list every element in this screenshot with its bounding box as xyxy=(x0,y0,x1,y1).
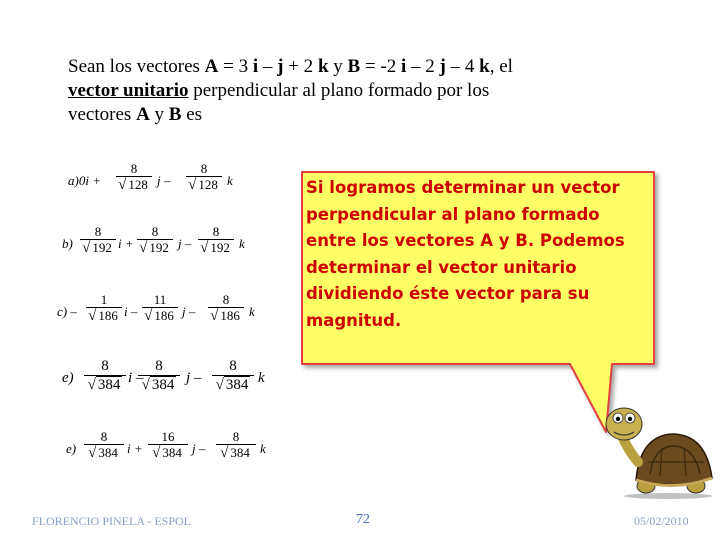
radicand: 384 xyxy=(151,377,175,393)
numerator: 8 xyxy=(229,358,237,374)
denominator: √ 186 xyxy=(210,308,240,324)
option-label: b) xyxy=(62,236,73,251)
radicand: 128 xyxy=(198,177,218,192)
unit-k: k xyxy=(317,56,329,77)
numerator: 16 xyxy=(161,429,175,444)
numerator: 8 xyxy=(151,224,159,239)
fraction xyxy=(142,293,178,324)
numerator: 8 xyxy=(155,358,163,374)
question-part: vectores xyxy=(68,104,137,125)
unit-j: j xyxy=(439,56,446,77)
denominator: √ 384 xyxy=(88,445,118,461)
denominator: √ 192 xyxy=(139,240,169,256)
radicand: 384 xyxy=(225,377,249,393)
fraction xyxy=(208,293,244,324)
radicand: 192 xyxy=(92,240,112,255)
term-j: j – xyxy=(182,304,196,319)
numerator: 8 xyxy=(212,224,220,239)
radicand: 384 xyxy=(230,445,250,460)
fraction xyxy=(198,225,234,256)
term-j: j – xyxy=(186,370,202,386)
fraction xyxy=(137,225,173,256)
denominator: √ 192 xyxy=(82,240,112,256)
numerator: 8 xyxy=(100,429,108,444)
numerator: 8 xyxy=(232,429,240,444)
option-label: e) xyxy=(66,441,77,456)
fraction xyxy=(84,430,124,461)
question-part: y xyxy=(149,104,169,125)
term-k: k xyxy=(239,236,245,251)
question-part: y xyxy=(328,56,348,77)
vector-a: A xyxy=(204,56,219,77)
denominator: √ 186 xyxy=(144,308,174,324)
page-number: 72 xyxy=(356,512,370,527)
radicand: 186 xyxy=(98,308,118,323)
option-label: e) xyxy=(62,370,74,386)
question-part: , el xyxy=(489,56,513,77)
question-part: – xyxy=(258,56,278,77)
denominator: √ 384 xyxy=(152,445,182,461)
radicand: 128 xyxy=(128,177,148,192)
question-part: – 2 xyxy=(406,56,440,77)
fraction xyxy=(80,225,116,256)
term-i: i + xyxy=(118,236,134,251)
numerator: 1 xyxy=(100,292,108,307)
radicand: 192 xyxy=(149,240,169,255)
denominator: √ 384 xyxy=(87,377,121,393)
term-i: i – xyxy=(124,304,138,319)
numerator: 8 xyxy=(101,358,109,374)
term-j: j – xyxy=(192,441,206,456)
fraction xyxy=(148,430,188,461)
unit-k: k xyxy=(479,56,490,77)
question-part: + 2 xyxy=(283,56,318,77)
fraction xyxy=(212,358,254,395)
question-part: – 4 xyxy=(445,56,480,77)
fraction xyxy=(84,358,126,395)
term-k: k xyxy=(260,441,266,456)
radicand: 186 xyxy=(220,308,240,323)
term-i: i – xyxy=(128,370,144,386)
fraction xyxy=(86,293,122,324)
question-part: perpendicular al plano formado por los xyxy=(188,80,490,101)
denominator: √ 192 xyxy=(200,240,230,256)
fraction xyxy=(116,162,152,193)
vector-b: B xyxy=(168,104,182,125)
term-j: j – xyxy=(157,173,171,188)
radicand: 384 xyxy=(98,445,118,460)
radicand: 192 xyxy=(210,240,230,255)
unit-i: i xyxy=(252,56,259,77)
option-label: c) – xyxy=(57,304,77,319)
unit-i: i xyxy=(401,56,407,77)
fraction xyxy=(138,358,180,395)
fraction xyxy=(216,430,256,461)
unit-j: j xyxy=(277,56,284,77)
callout-text: Si logramos determinar un vector perpendicular al plano formado entre los vectores A y B. Podemos determinar el vector unitario dividiendo éste vector para su magnitud. xyxy=(306,178,625,330)
denominator: √ 384 xyxy=(220,445,250,461)
question-part: Sean los vectores xyxy=(68,56,205,77)
denominator: √ 128 xyxy=(188,177,218,193)
radicand: 384 xyxy=(162,445,182,460)
keyword-vector-unitario: vector unitario xyxy=(68,80,189,101)
fraction xyxy=(186,162,222,193)
numerator: 8 xyxy=(200,161,208,176)
term-k: k xyxy=(249,304,255,319)
footer-author: FLORENCIO PINELA - ESPOL xyxy=(32,514,192,528)
vector-b: B xyxy=(347,56,361,77)
footer-date: 05/02/2010 xyxy=(634,514,689,528)
question-part: = -2 xyxy=(360,56,401,77)
numerator: 11 xyxy=(153,292,167,307)
term-i: i + xyxy=(127,441,143,456)
numerator: 8 xyxy=(130,161,138,176)
term-k: k xyxy=(258,370,265,386)
vector-a: A xyxy=(136,104,150,125)
turtle-icon xyxy=(600,400,718,500)
denominator: √ 128 xyxy=(118,177,148,193)
radicand: 384 xyxy=(97,377,121,393)
numerator: 8 xyxy=(222,292,230,307)
question-part: = 3 xyxy=(218,56,253,77)
term-j: j – xyxy=(178,236,192,251)
radicand: 186 xyxy=(154,308,174,323)
denominator: √ 384 xyxy=(215,377,249,393)
denominator: √ 186 xyxy=(88,308,118,324)
option-label: a)0i + xyxy=(68,173,101,188)
denominator: √ 384 xyxy=(141,377,175,393)
numerator: 8 xyxy=(94,224,102,239)
question-part: es xyxy=(181,104,203,125)
term-k: k xyxy=(227,173,233,188)
question-text xyxy=(68,55,668,127)
